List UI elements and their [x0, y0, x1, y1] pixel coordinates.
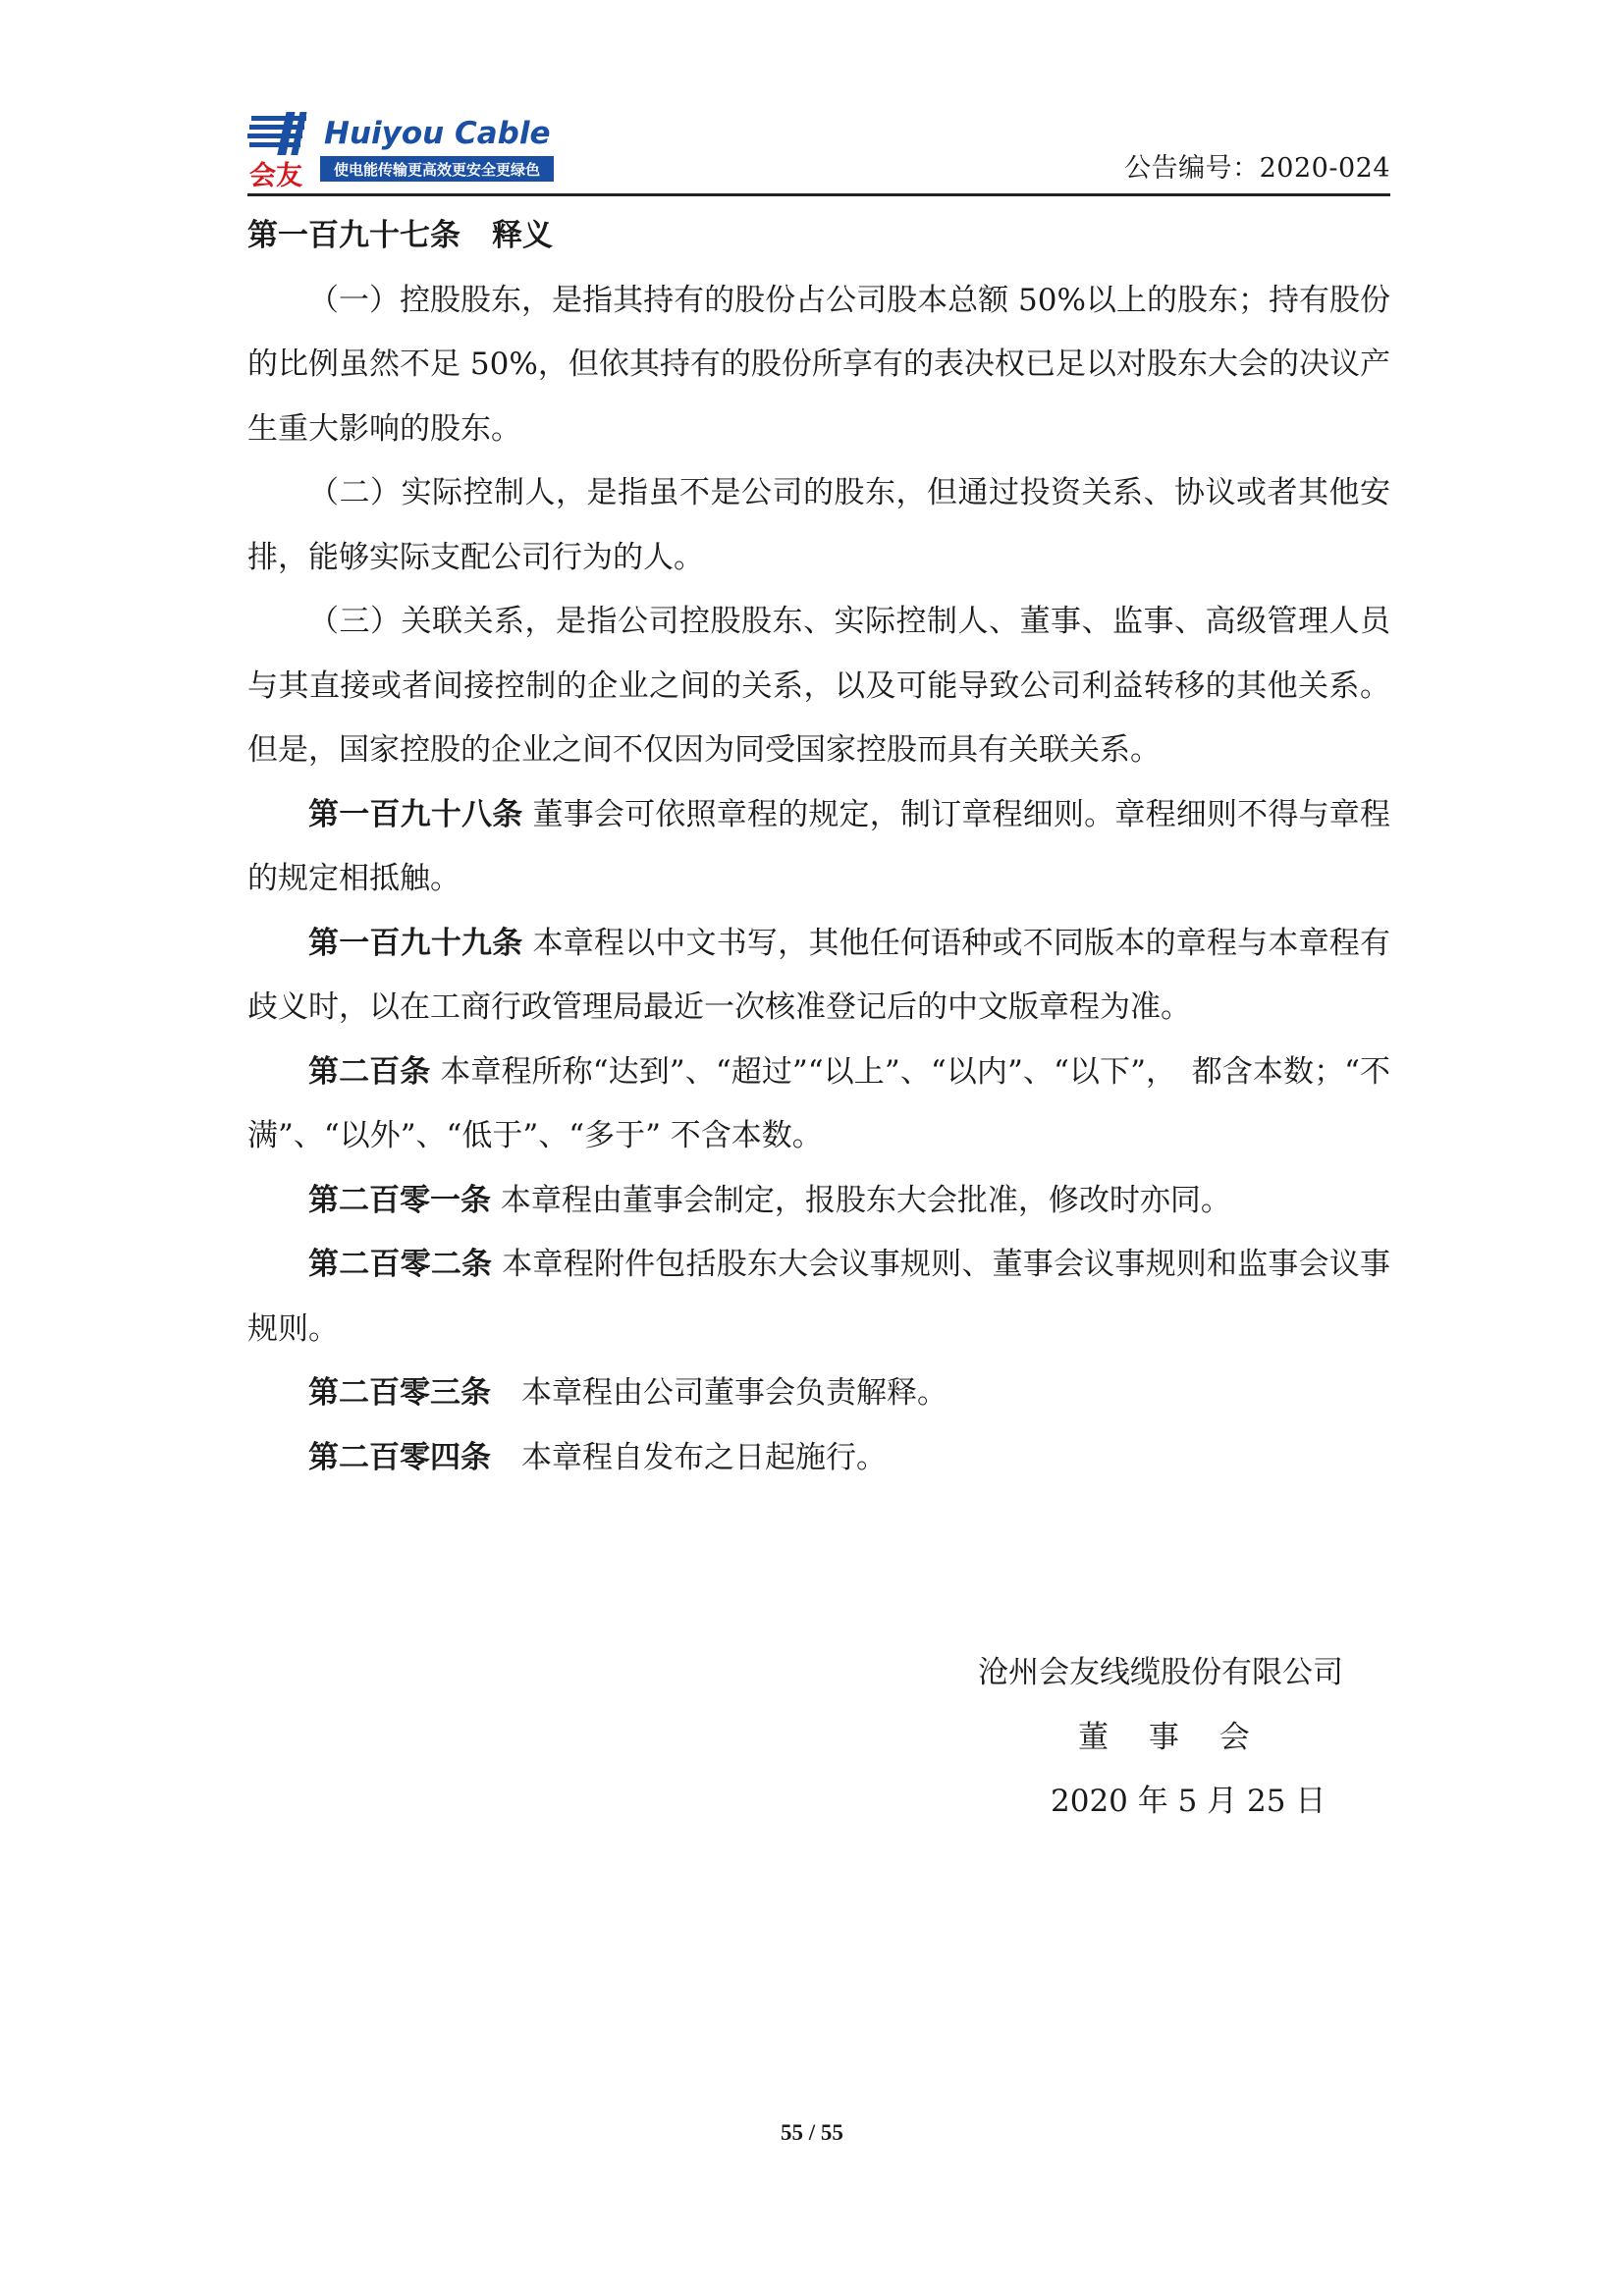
announcement-number: 公告编号：2020-024: [1124, 153, 1390, 184]
page-number: 55 / 55: [781, 2120, 843, 2145]
article-198: 第一百九十八条 董事会可依照章程的规定，制订章程细则。章程细则不得与章程的规定相抵触。: [247, 796, 1391, 896]
article-197-heading: 第一百九十七条 释义: [247, 218, 553, 253]
huiyou-cable-logo-icon: [247, 110, 562, 188]
article-197-item-2: （二）实际控制人，是指虽不是公司的股东，但通过投资关系、协议或者其他安排，能够实际支配公司行为的人。: [247, 475, 1390, 575]
svg-text:Huiyou Cable: Huiyou Cable: [324, 116, 551, 151]
article-199: 第一百九十九条 本章程以中文书写，其他任何语种或不同版本的章程与本章程有歧义时，以在工商行政管理局最近一次核准登记后的中文版章程为准。: [247, 925, 1391, 1025]
signature-date: 2020 年 5 月 25 日: [1051, 1784, 1326, 1819]
article-197-item-1: （一）控股股东，是指其持有的股份占公司股本总额 50%以上的股东；持有股份的比例虽然不足 50%，但依其持有的股份所享有的表决权已足以对股东大会的决议产生重大影响的股东。: [247, 282, 1390, 447]
svg-text:会友: 会友: [249, 161, 302, 188]
signature-company: 沧州会友线缆股份有限公司: [978, 1655, 1343, 1690]
signature-board: 董 事 会: [1078, 1719, 1250, 1755]
company-logo: [247, 110, 562, 188]
header-divider: [247, 193, 1390, 196]
document-body: [247, 204, 1390, 1490]
article-204: 第二百零四条 本章程自发布之日起施行。: [308, 1439, 887, 1475]
signature-block: [972, 1641, 1384, 1835]
page-header: [247, 110, 1390, 194]
article-202: 第二百零二条 本章程附件包括股东大会议事规则、董事会议事规则和监事会议事规则。: [247, 1247, 1391, 1347]
article-201: 第二百零一条 本章程由董事会制定，报股东大会批准，修改时亦同。: [308, 1182, 1231, 1218]
svg-text:使电能传输更高效更安全更绿色: 使电能传输更高效更安全更绿色: [333, 161, 541, 179]
article-200: 第二百条 本章程所称“达到”、“超过”“以上”、“以内”、“以下”， 都含本数；“不满”、“以外”、“低于”、“多于” 不含本数。: [247, 1053, 1390, 1153]
article-203: 第二百零三条 本章程由公司董事会负责解释。: [308, 1375, 947, 1411]
article-197-item-3: （三）关联关系，是指公司控股股东、实际控制人、董事、监事、高级管理人员与其直接或者间接控制的企业之间的关系，以及可能导致公司利益转移的其他关系。但是，国家控股的企业之间不仅因为同受国家控股而具有关联关系。: [247, 604, 1390, 768]
